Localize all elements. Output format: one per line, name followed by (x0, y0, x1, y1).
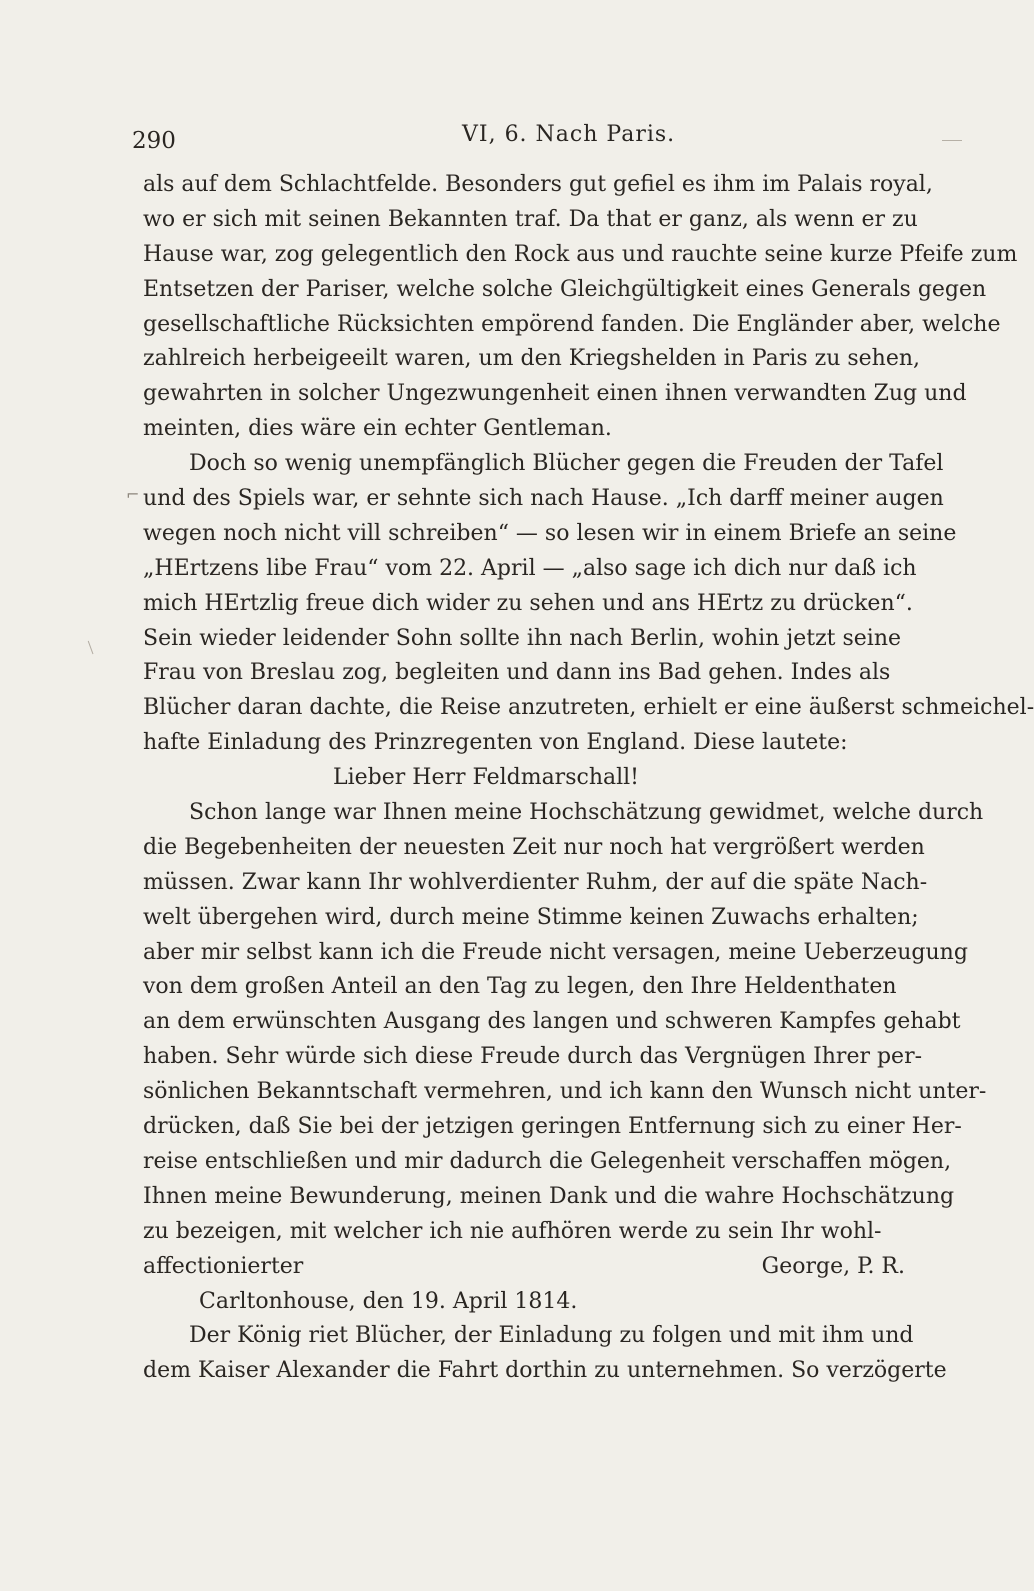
text-line: meinten, dies wäre ein echter Gentleman. (143, 416, 612, 442)
header-rule-mark (942, 140, 962, 141)
text-line: dem Kaiser Alexander die Fahrt dorthin zu unternehmen. So verzögerte (143, 1358, 947, 1384)
text-line: Schon lange war Ihnen meine Hochschätzung gewidmet, welche durch (189, 800, 984, 826)
signature-name: George, P. R. (761, 1253, 905, 1279)
text-line: und des Spiels war, er sehnte sich nach Hause. „Ich darff meiner augen (143, 486, 944, 512)
text-line: die Begebenheiten der neuesten Zeit nur noch hat vergrößert werden (143, 834, 925, 860)
text-line: gesellschaftliche Rücksichten empörend fanden. Die Engländer aber, welche (143, 311, 1001, 337)
page-number: 290 (132, 128, 176, 154)
text-line: von dem großen Anteil an den Tag zu legen, den Ihre Heldenthaten (143, 974, 897, 1000)
text-line: Frau von Breslau zog, begleiten und dann ins Bad gehen. Indes als (143, 660, 891, 686)
text-line: als auf dem Schlachtfelde. Besonders gut gefiel es ihm im Palais royal, (143, 172, 933, 197)
letter-dateline: Carltonhouse, den 19. April 1814. (199, 1288, 578, 1314)
page-header (132, 122, 972, 162)
text-line: müssen. Zwar kann Ihr wohlverdienter Ruhm, der auf die späte Nach- (143, 869, 928, 895)
text-line: Blücher daran dachte, die Reise anzutreten, erhielt er eine äußerst schmeichel- (143, 695, 1034, 721)
text-line: Sein wieder leidender Sohn sollte ihn nach Berlin, wohin jetzt seine (143, 625, 902, 651)
text-line: „HErtzens libe Frau“ vom 22. April — „also sage ich dich nur daß ich (143, 555, 917, 581)
text-line: aber mir selbst kann ich die Freude nicht versagen, meine Ueberzeugung (143, 939, 968, 965)
text-line: Ihnen meine Bewunderung, meinen Dank und die wahre Hochschätzung (143, 1183, 955, 1209)
text-line: zu bezeigen, mit welcher ich nie aufhören werde zu sein Ihr wohl- (143, 1218, 882, 1244)
margin-pencil-mark (88, 640, 97, 655)
text-line: haben. Sehr würde sich diese Freude durch das Vergnügen Ihrer per- (143, 1044, 923, 1070)
text-line: mich HErtzlig freue dich wider zu sehen und ans HErtz zu drücken“. (143, 590, 913, 616)
text-line: Der König riet Blücher, der Einladung zu folgen und mit ihm und (189, 1323, 914, 1349)
text-line: gewahrten in solcher Ungezwungenheit einen ihnen verwandten Zug und (143, 381, 967, 407)
text-line: drücken, daß Sie bei der jetzigen geringen Entfernung sich zu einer Her- (143, 1114, 962, 1140)
text-line: hafte Einladung des Prinzregenten von England. Diese lautete: (143, 730, 848, 756)
text-line: wegen noch nicht vill schreiben“ — so lesen wir in einem Briefe an seine (143, 520, 957, 546)
text-line: wo er sich mit seinen Bekannten traf. Da that er ganz, als wenn er zu (143, 206, 918, 232)
text-line: Entsetzen der Pariser, welche solche Gleichgültigkeit eines Generals gegen (143, 276, 987, 302)
signature-closing: affectionierter (143, 1253, 304, 1279)
text-line: zahlreich herbeigeeilt waren, um den Kriegshelden in Paris zu sehen, (143, 346, 921, 372)
running-head: VI, 6. Nach Paris. (462, 122, 676, 147)
body-text (143, 168, 1034, 1389)
text-line: an dem erwünschten Ausgang des langen und schweren Kampfes gehabt (143, 1009, 961, 1035)
text-line: sönlichen Bekanntschaft vermehren, und ich kann den Wunsch nicht unter- (143, 1079, 987, 1105)
margin-mark: ⌐ (126, 485, 140, 504)
letter-signature (143, 1250, 943, 1285)
text-line: reise entschließen und mir dadurch die Gelegenheit verschaffen mögen, (143, 1148, 952, 1174)
text-line: welt übergehen wird, durch meine Stimme keinen Zuwachs erhalten; (143, 904, 919, 930)
text-line: Hause war, zog gelegentlich den Rock aus und rauchte seine kurze Pfeife zum (143, 241, 1018, 267)
letter-salutation: Lieber Herr Feldmarschall! (333, 765, 640, 791)
text-line: Doch so wenig unempfänglich Blücher gegen die Freuden der Tafel (189, 451, 944, 477)
